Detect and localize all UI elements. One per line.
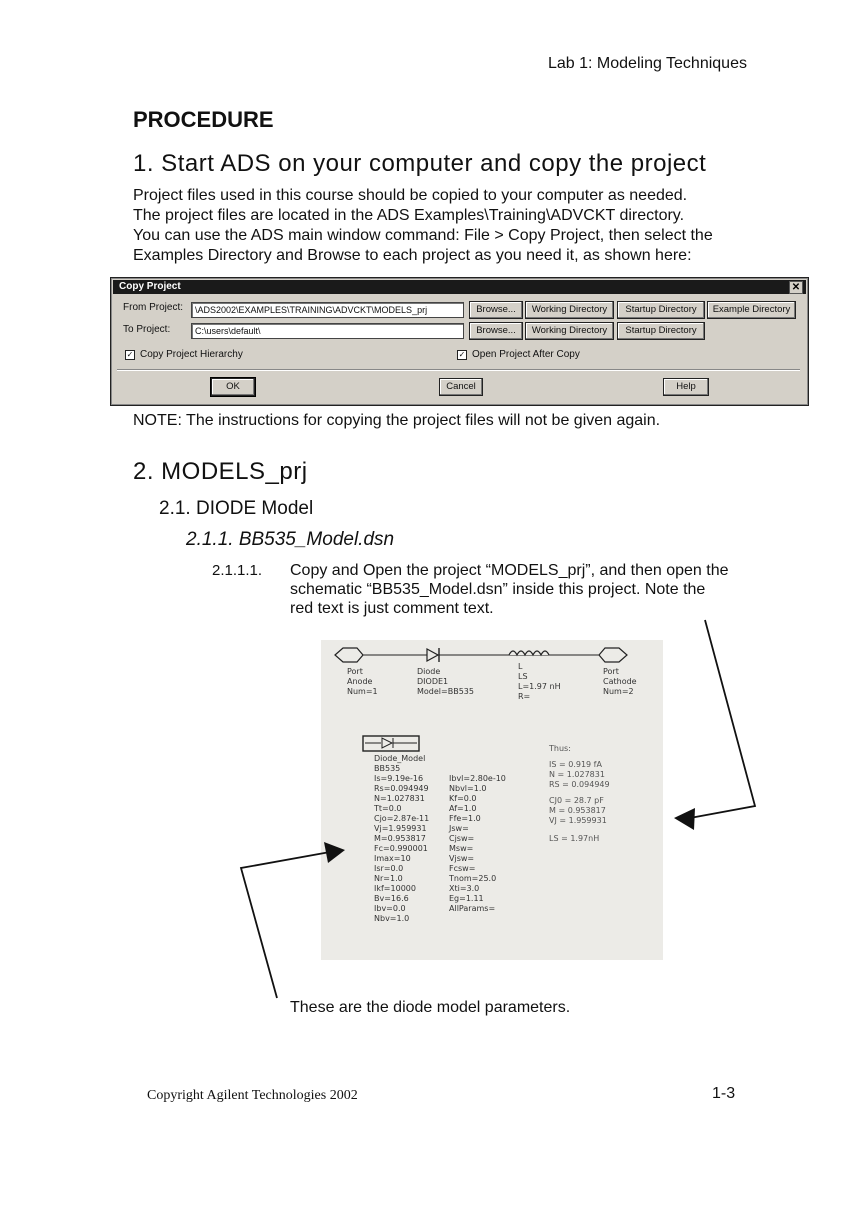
inductor-label: L LS L=1.97 nH R= — [518, 662, 561, 701]
step2-subsubheading: 2.1.1. BB535_Model.dsn — [186, 529, 395, 550]
item-line: schematic “BB535_Model.dsn” inside this project. Note the — [290, 581, 706, 598]
step1-heading: 1. Start ADS on your computer and copy the project — [133, 150, 707, 177]
diode-label: Diode DIODE1 Model=BB535 — [417, 667, 474, 696]
copyright-text: Copyright Agilent Technologies 2002 — [147, 1088, 358, 1103]
step2-heading: 2. MODELS_prj — [133, 458, 308, 485]
port-cathode-label: Port Cathode Num=2 — [603, 667, 637, 696]
paragraph-line: You can use the ADS main window command: File > Copy Project, then select the — [133, 227, 713, 244]
startup-directory-from-button[interactable]: Startup Directory — [617, 301, 705, 319]
paragraph-line: Project files used in this course should be copied to your computer as needed. — [133, 187, 688, 204]
to-project-label: To Project: — [123, 324, 171, 335]
startup-directory-to-button[interactable]: Startup Directory — [617, 322, 705, 340]
example-directory-button[interactable]: Example Directory — [707, 301, 796, 319]
working-directory-to-button[interactable]: Working Directory — [525, 322, 614, 340]
from-project-input[interactable]: \ADS2002\EXAMPLES\TRAINING\ADVCKT\MODELS_prj — [191, 302, 464, 318]
cancel-button[interactable]: Cancel — [439, 378, 483, 396]
arrow-head-left — [324, 842, 345, 863]
item-line: Copy and Open the project “MODELS_prj”, and then open the — [290, 562, 729, 579]
browse-to-button[interactable]: Browse... — [469, 322, 523, 340]
paragraph-line: The project files are located in the ADS Examples\Training\ADVCKT directory. — [133, 207, 685, 224]
arrow-to-params — [241, 852, 330, 998]
item-line: red text is just comment text. — [290, 600, 494, 617]
paragraph-line: Examples Directory and Browse to each project as you need it, as shown here: — [133, 247, 692, 264]
to-project-input[interactable]: C:\users\default\ — [191, 323, 464, 339]
ok-button[interactable]: OK — [211, 378, 255, 396]
browse-from-button[interactable]: Browse... — [469, 301, 523, 319]
procedure-heading: PROCEDURE — [133, 107, 274, 132]
caption-text: These are the diode model parameters. — [290, 999, 571, 1016]
open-after-copy-checkbox[interactable]: ✓ — [458, 350, 466, 359]
close-icon[interactable]: ✕ — [789, 281, 803, 294]
working-directory-from-button[interactable]: Working Directory — [525, 301, 614, 319]
diode-model-parameters-col2: Ibvl=2.80e-10 Nbvl=1.0 Kf=0.0 Af=1.0 Ffe=1.0 Jsw= Cjsw= Msw= Vjsw= Fcsw= Tnom=25.0 Xti=3.0 Eg=1.11 AllParams= — [449, 774, 506, 913]
open-after-copy-label: Open Project After Copy — [472, 349, 580, 360]
arrow-to-comment — [690, 620, 755, 818]
dialog-title: Copy Project — [119, 281, 181, 292]
page-header: Lab 1: Modeling Techniques — [548, 55, 747, 72]
diode-model-parameters: Diode_Model BB535 Is=9.19e-16 Rs=0.094949 N=1.027831 Tt=0.0 Cjo=2.87e-11 Vj=1.959931 M=0.953817 Fc=0.990001 Imax=10 Isr=0.0 Nr=1.0 Ikf=10000 Bv=16.6 Ibv=0.0 Nbv=1.0 — [374, 754, 430, 923]
page-number: 1-3 — [712, 1085, 736, 1102]
from-project-label: From Project: — [123, 302, 184, 313]
note-text: NOTE: The instructions for copying the project files will not be given again. — [133, 412, 661, 429]
help-button[interactable]: Help — [663, 378, 709, 396]
arrow-head-right — [674, 808, 695, 830]
port-anode-label: Port Anode Num=1 — [347, 667, 378, 696]
step2-subheading: 2.1. DIODE Model — [159, 498, 314, 519]
item-number: 2.1.1.1. — [212, 562, 263, 579]
comment-text: Thus: IS = 0.919 fA N = 1.027831 RS = 0.094949 CJ0 = 28.7 pF M = 0.953817 VJ = 1.959931 LS = 1.97nH — [549, 744, 610, 843]
copy-hierarchy-label: Copy Project Hierarchy — [140, 349, 243, 360]
copy-hierarchy-checkbox[interactable]: ✓ — [126, 350, 134, 359]
